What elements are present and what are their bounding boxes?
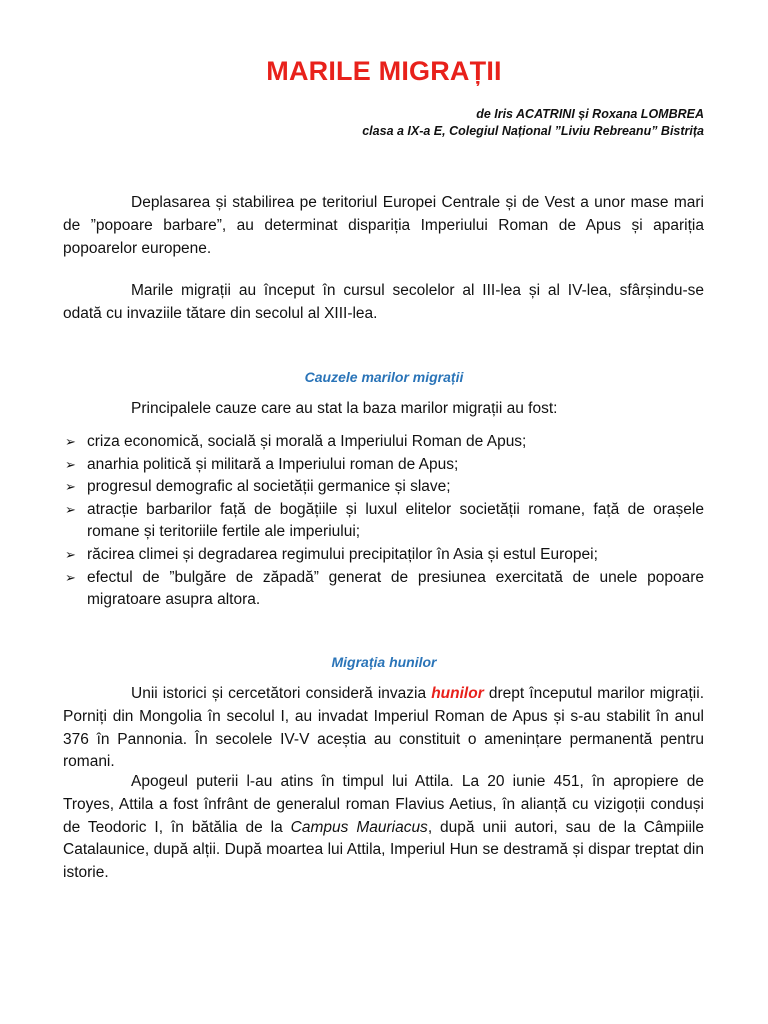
intro-paragraph-2: Marile migrații au început în cursul secolelor al III-lea și al IV-lea, sfârșindu-se odată cu invaziile tătare din secolul al XIII-lea. [63, 282, 704, 322]
arrowhead-bullet-icon: ➢ [65, 479, 76, 495]
huns-heading: Migrația hunilor [331, 654, 437, 670]
list-item: ➢ progresul demografic al societății germanice și slave; [63, 476, 704, 499]
arrowhead-bullet-icon: ➢ [65, 456, 76, 472]
huns-paragraph-2: Apogeul puterii l-au atins în timpul lui Attila. La 20 iunie 451, în apropiere de Troyes, Attila a fost înfrânt de generalul roman Flavius Aetius, în alianță cu vizigoții conduși de Teodoric I, în bătălia de la Campus Mauriacus, după unii autori, sau de la Câmpiile Catalaunice, după alții. După moartea lui Attila, Imperiul Hun se destramă și dispar treptat din istorie. [63, 773, 704, 882]
author-byline: de Iris ACATRINI și Roxana LOMBREA [476, 107, 704, 121]
list-item: ➢ răcirea climei și degradarea regimului precipitaților în Asia și estul Europei; [63, 544, 704, 567]
huns-paragraph-1: Unii istorici și cercetători consideră invazia hunilor drept începutul marilor migrații. Porniți din Mongolia în secolul I, au invadat Imperiul Roman de Apus și s-au stabilit în anul 376 în Pannonia. În secolele IV-V aceștia au constituit o amenințare permanentă pentru romani. [63, 685, 704, 771]
arrowhead-bullet-icon: ➢ [65, 501, 76, 517]
document-title: MARILE MIGRAȚII [266, 56, 502, 86]
causes-heading: Cauzele marilor migrații [304, 369, 464, 385]
intro-paragraph-1: Deplasarea și stabilirea pe teritoriul Europei Centrale și de Vest a unor mase mari de ”popoare barbare”, au determinat dispariția Imperiului Roman de Apus și apariția popoarelor europene. [63, 194, 704, 257]
causes-lead: Principalele cauze care au stat la baza marilor migrații au fost: [131, 400, 558, 417]
school-byline: clasa a IX-a E, Colegiul Național ”Liviu Rebreanu” Bistrița [362, 124, 704, 138]
list-item: ➢ atracție barbarilor față de bogățiile și luxul elitelor societății romane, față de orașele romane și teritoriile fertile ale imperiului; [65, 500, 704, 541]
causes-list [63, 431, 704, 612]
arrowhead-bullet-icon: ➢ [65, 546, 76, 562]
list-item: ➢ anarhia politică și militară a Imperiului roman de Apus; [63, 454, 704, 477]
huns-highlight: hunilor [431, 685, 484, 702]
arrowhead-bullet-icon: ➢ [65, 434, 76, 449]
list-item: ➢ efectul de ”bulgăre de zăpadă” generat de presiunea exercitată de unele popoare migratoare asupra altora. [65, 568, 704, 609]
campus-mauriacus-italic: Campus Mauriacus [290, 818, 428, 836]
list-item: ➢ criza economică, socială și morală a Imperiului Roman de Apus; [63, 431, 704, 454]
arrowhead-bullet-icon: ➢ [65, 569, 76, 585]
